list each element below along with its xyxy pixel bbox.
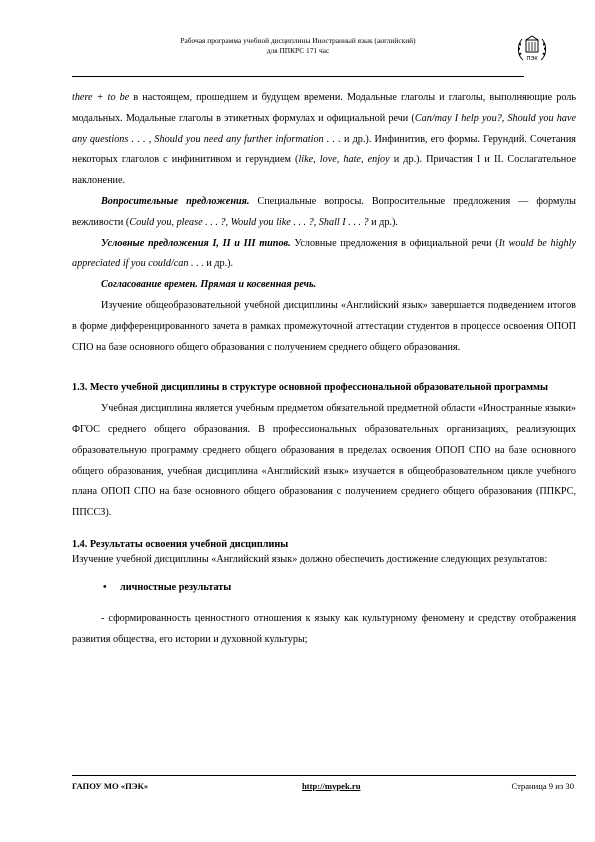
footer-link[interactable]: http://mypek.ru [302,781,361,791]
text: в настоящем, прошедшем и будущем времени. Модальные глаголы и глаголы, выполняющие роль модальных. Модальные глаголы в этикетных формулах и официальной речи ( [72,92,577,124]
page-footer [72,781,576,799]
text: Условные предложения в официальной речи ( [290,237,499,249]
section-1-4-title: 1.4. Результаты освоения учебной дисциплины [72,538,289,550]
text: и др.). Причастия I и II. Сослагательное наклонение. [72,154,576,187]
paragraph-place: Учебная дисциплина является учебным предметом обязательной предметной области «Иностранные языки» ФГОС среднего общего образования. В профессиональных образовательных организациях, реализующих образовательную программу среднего общего образования в пределах освоения ОПОП СПО на базе основного общего образования, учебная дисциплина «Английский язык» изучается в общеобразовательном цикле учебного плана ОПОП СПО на базе основного общего образования с получением среднего общего образования (ППКРС, ППССЗ). [72,403,576,519]
subheading: Условные предложения I, II и III типов. [101,237,291,249]
text-italic: Can/may I help you?, Should you have any questions . . . , Should you need any further information . . . [72,112,577,145]
text-italic: Could you, please . . . ?, Would you like . . . ?, Shall I . . . ? [129,216,369,228]
document-body [72,88,576,650]
text-italic: like, love, hate, enjoy [298,154,390,166]
institution-logo [515,33,549,67]
paragraph-tenses [72,275,576,296]
subheading: Согласование времен. Прямая и косвенная речь. [101,279,317,291]
bullet-item [72,578,576,599]
paragraph-personal-result: - сформированность ценностного отношения к языку как культурному феномену и средству отображения развития общества, его истории и духовной культуры; [72,612,576,645]
text: и др.). Инфинитив, его формы. Герундий. Сочетания некоторых глаголов с инфинитивом и герундием ( [72,133,576,166]
paragraph-grammar [72,88,576,192]
page-number: Страница 9 из 30 [511,781,574,791]
paragraph-conditionals [72,234,576,276]
page-header [72,30,524,74]
text: и др.). [203,258,234,270]
paragraph-questions [72,192,576,234]
logo-text: ПЭК [526,56,538,62]
bullet-icon: • [103,581,107,593]
text: Специальные вопросы. Вопросительные предложения — формулы вежливости ( [72,195,576,228]
text-italic: It would be highly appreciated if you could/can . . . [72,237,576,270]
paragraph-results-intro: Изучение учебной дисциплины «Английский язык» должно обеспечить достижение следующих результатов: [72,553,548,565]
bullet-label: личностные результаты [120,581,232,593]
header-divider [72,76,524,77]
paragraph-assessment: Изучение общеобразовательной учебной дисциплины «Английский язык» завершается подведением итогов в форме дифференцированного зачета в рамках промежуточной аттестации студентов в процессе освоения ОПОП СПО на базе основного общего образования с получением среднего общего образования. [72,299,576,353]
subheading: Вопросительные предложения. [101,195,250,207]
header-title: Рабочая программа учебной дисциплины Иностранный язык (английский) [180,36,416,45]
footer-divider [72,775,576,776]
header-subtitle: для ППКРС 171 час [266,46,330,55]
text-italic: there + to be [72,92,130,103]
text: и др.). [368,216,398,228]
section-1-3-title: 1.3. Место учебной дисциплины в структуре основной профессиональной образовательной программы [72,382,548,394]
footer-org: ГАПОУ МО «ПЭК» [72,781,149,791]
